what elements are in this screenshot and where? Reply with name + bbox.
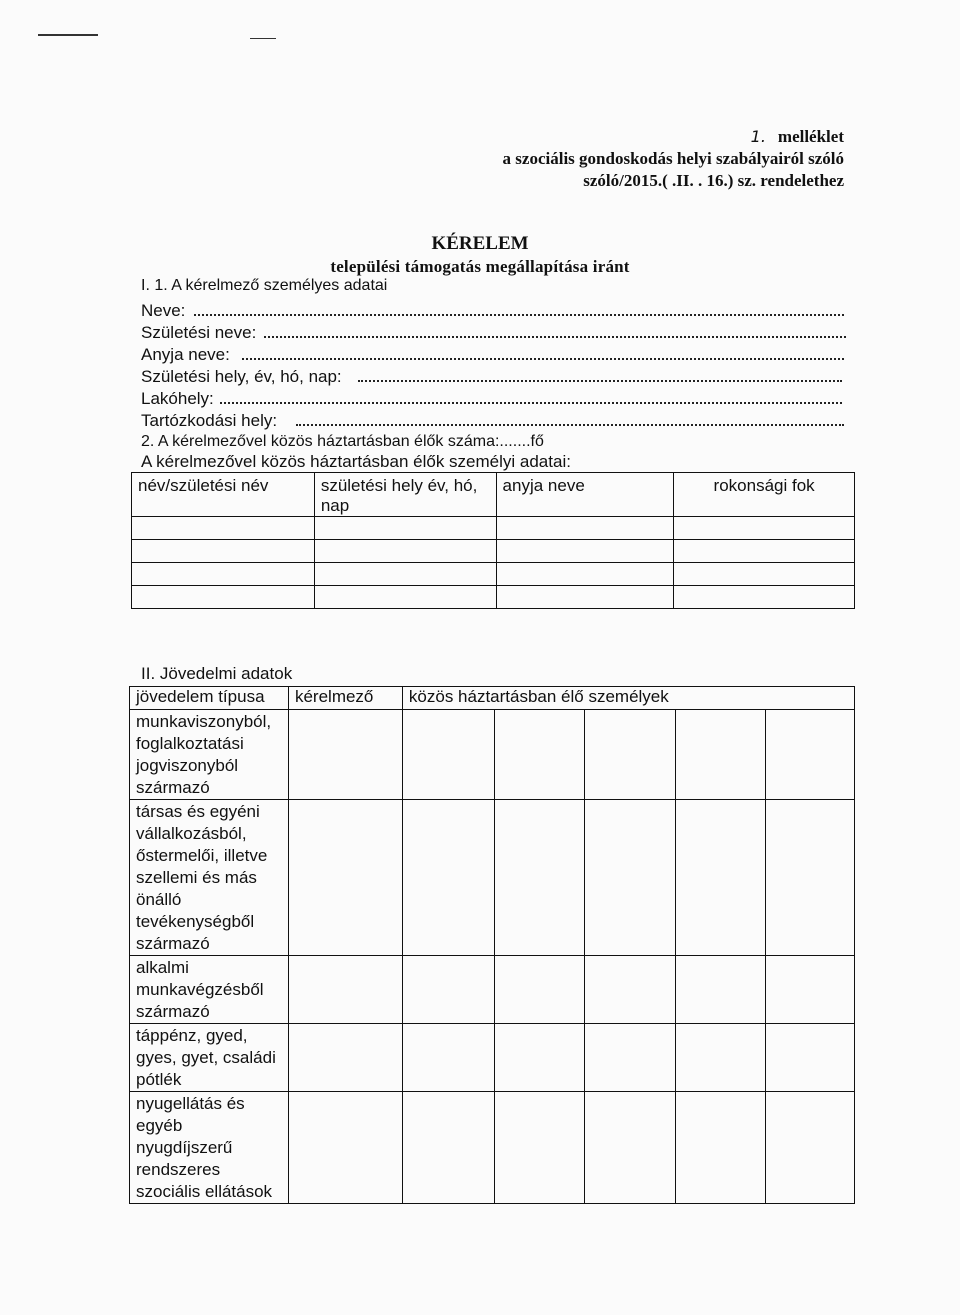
field-stayplace-label: Tartózkodási hely: [141,411,278,430]
income-type-label: nyugellátás és egyéb nyugdíjszerű rendszeres szociális ellátások [130,1092,289,1204]
annex-decree-rest: /2015.( .II. . 16.) sz. rendelethez [619,171,844,190]
annex-label: melléklet [777,127,844,146]
income-table [129,686,855,1204]
page-title: KÉRELEM [431,233,529,254]
table-cell[interactable] [496,563,674,586]
table-cell[interactable] [584,800,676,956]
table-cell[interactable] [674,586,855,609]
table-cell[interactable] [674,540,855,563]
table-row [130,1092,855,1204]
table-cell[interactable] [676,710,766,800]
col-header-relation: rokonsági fok [674,473,855,517]
table-cell[interactable] [494,710,584,800]
table-cell[interactable] [402,800,494,956]
table-cell[interactable] [496,517,674,540]
col-header-name: név/születési név [132,473,315,517]
table-cell[interactable] [288,1092,402,1204]
table-cell[interactable] [494,956,584,1024]
household-count-label: 2. A kérelmezővel közös háztartásban élők száma:.......fő [141,433,544,450]
income-type-label: társas és egyéni vállalkozásból, őstermelői, illetve szellemi és más önálló tevékenységből származó [130,800,289,956]
field-birthplace-line[interactable] [358,380,842,382]
income-type-label: alkalmi munkavégzésből származó [130,956,289,1024]
table-cell[interactable] [314,540,496,563]
scan-artifact [250,38,276,39]
income-type-label: táppénz, gyed, gyes, gyet, családi pótlék [130,1024,289,1092]
table-cell[interactable] [132,517,315,540]
field-residence-line[interactable] [220,402,842,404]
field-mothername-label: Anyja neve: [141,345,230,364]
table-cell[interactable] [402,1092,494,1204]
table-cell[interactable] [288,710,402,800]
col-header-mother: anyja neve [496,473,674,517]
table-cell[interactable] [132,540,315,563]
table-cell[interactable] [496,540,674,563]
annex-title-line [503,126,844,148]
table-cell[interactable] [674,517,855,540]
col-header-income-type: jövedelem típusa [130,687,289,710]
table-cell[interactable] [676,956,766,1024]
col-header-household: közös háztartásban élő személyek [402,687,854,710]
table-cell[interactable] [584,1092,676,1204]
field-birthname-label: Születési neve: [141,323,257,342]
annex-regulation-line: a szociális gondoskodás helyi szabályairól szóló [502,149,844,168]
col-header-birth: születési hely év, hó, nap [314,473,496,517]
annex-number: 1. [750,127,766,146]
table-cell[interactable] [496,586,674,609]
table-header-row [130,687,855,710]
table-cell[interactable] [494,800,584,956]
table-cell[interactable] [584,710,676,800]
table-header-row [132,473,855,517]
annex-header [503,126,844,192]
table-cell[interactable] [584,956,676,1024]
scan-artifact [38,34,98,36]
annex-decree-line [503,170,844,192]
table-cell[interactable] [288,1024,402,1092]
table-cell[interactable] [314,586,496,609]
field-name-label: Neve: [141,301,186,320]
household-members-table [131,472,855,609]
table-cell[interactable] [766,800,855,956]
table-cell[interactable] [584,1024,676,1092]
table-cell[interactable] [766,956,855,1024]
table-cell[interactable] [314,563,496,586]
field-birthname-line[interactable] [264,336,846,338]
field-name-line[interactable] [194,314,844,316]
household-data-label: A kérelmezővel közös háztartásban élők személyi adatai: [141,452,571,471]
field-stayplace-line[interactable] [296,424,844,426]
field-mothername-line[interactable] [242,358,844,360]
table-cell[interactable] [674,563,855,586]
table-row [132,540,855,563]
table-cell[interactable] [766,1024,855,1092]
annex-decree-prefix: szóló [583,171,620,190]
page-subtitle: települési támogatás megállapítása iránt [330,257,630,276]
table-cell[interactable] [766,710,855,800]
table-cell[interactable] [402,710,494,800]
table-row [130,800,855,956]
table-row [130,1024,855,1092]
table-cell[interactable] [766,1092,855,1204]
section2-heading: II. Jövedelmi adatok [141,664,293,683]
table-row [130,956,855,1024]
table-cell[interactable] [132,586,315,609]
table-cell[interactable] [132,563,315,586]
table-cell[interactable] [288,800,402,956]
table-row [132,563,855,586]
table-row [132,586,855,609]
field-residence-label: Lakóhely: [141,389,214,408]
table-row [132,517,855,540]
field-birthplace-label: Születési hely, év, hó, nap: [141,367,342,386]
income-type-label: munkaviszonyból, foglalkoztatási jogviszonyból származó [130,710,289,800]
table-row [130,710,855,800]
table-cell[interactable] [676,1024,766,1092]
table-cell[interactable] [402,1024,494,1092]
col-header-applicant: kérelmező [288,687,402,710]
table-cell[interactable] [494,1024,584,1092]
table-cell[interactable] [494,1092,584,1204]
table-cell[interactable] [288,956,402,1024]
table-cell[interactable] [676,800,766,956]
table-cell[interactable] [314,517,496,540]
table-cell[interactable] [676,1092,766,1204]
table-cell[interactable] [402,956,494,1024]
section1-heading: I. 1. A kérelmező személyes adatai [141,277,388,294]
